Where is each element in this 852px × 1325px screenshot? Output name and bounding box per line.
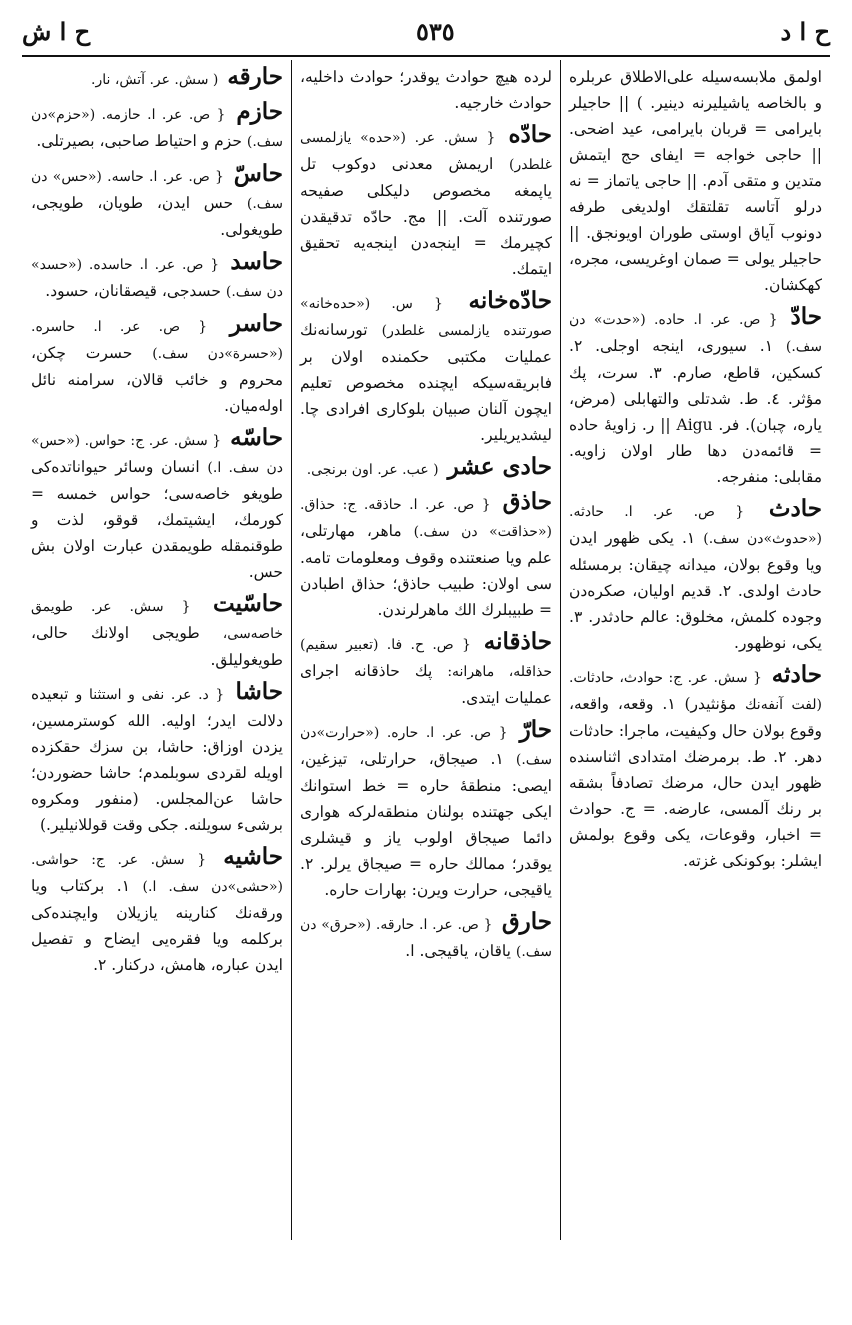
definition: ماهر، مهارتلی، علم ویا صنعتنده وقوف ومعلومات تامه. سی اولان: طبیب حاذق؛ حذاق اطبادن = طبیبلرك الك ماهرلرندن. <box>300 522 552 619</box>
headword: حاذقانه <box>483 628 552 655</box>
headword: حاسر <box>229 310 283 337</box>
headword: حادث <box>768 495 822 522</box>
dictionary-entry <box>31 99 283 155</box>
grammar-note: { ص. عر. ا. حاسره. («حسرة»دن سف.) <box>31 319 283 362</box>
grammar-note: { ص. عر. ا. حاذقه. ج: حذاق. («حذاقت» دن سف.) <box>300 497 552 540</box>
definition: تورسانه‌نك عملیات مکتبی حکمنده اولان بر فابریقه‌سیکه ایچنده مخصوص تعلیم ایچون آلنان صبیان بلوکاری افرادی چا. لیشدیریلیر. <box>300 321 552 444</box>
definition: حس ایدن، طویان، طویجی، طویغولی. <box>31 194 283 239</box>
dictionary-columns <box>22 60 830 1240</box>
grammar-note: { سش. عر. ج: حواس. («حس» دن سف. ا.) <box>31 433 283 476</box>
dictionary-entry <box>300 122 552 282</box>
definition: حزم و احتیاط صاحبی، بصیرتلی. <box>36 132 242 150</box>
dictionary-entry <box>31 161 283 243</box>
grammar-note: { سش. عر. («حده» یازلمسی غلطدر) <box>300 130 552 173</box>
grammar-note: { ص. عر. ا. حاسده. («حسد» دن سف.) <box>31 257 283 300</box>
grammar-note: { ص. عر. ا. حازمه. («حزم»دن سف.) <box>31 107 283 150</box>
definition: ١. صیجاق، حرارتلی، تیزغین، ایصی: منطقهٔ حاره = خط استوانك ایکی جهتنده بولنان منطقه‌لرکه هواری دائما صیجاق اولوب یاز و قیشلری یوقدر؛ ممالك حاره = صیجاق یرلر. ٢. یاقیجی، حرارت ویرن: بهارات حاره. <box>300 750 552 899</box>
dictionary-entry <box>300 454 552 483</box>
definition: لرده هیچ حوادث یوقدر؛ حوادث داخلیه، حوادث خارجیه. <box>300 68 552 112</box>
grammar-note: ( عب. عر. اون برنجی. <box>306 462 439 478</box>
dictionary-entry <box>569 496 822 656</box>
grammar-note: { ص. عر. ا. حاره. («حرارت»دن سف.) <box>300 725 552 768</box>
grammar-note: { ص. عر. ا. حارقه. («حرق» دن سف.) <box>300 917 552 960</box>
headword: حاذق <box>502 488 552 515</box>
page-number: ٥٣٥ <box>415 16 455 46</box>
dictionary-entry <box>300 489 552 623</box>
grammar-note: { سش. عر. ج: حوادث، حادثات. (لفت آنفه‌نك <box>569 670 822 713</box>
headword: حادّ <box>790 303 822 330</box>
dictionary-entry <box>300 629 552 711</box>
headword: حارّ <box>519 716 552 743</box>
dictionary-entry <box>569 304 822 490</box>
grammar-note: { ص. ح. فا. (تعبیر سقیم) حذاقله، ماهرانه: <box>300 637 552 680</box>
column-2 <box>292 60 561 1240</box>
grammar-note: { د. عر. نفی و استثنا و <box>75 687 225 703</box>
headword: حادی عشر <box>447 453 552 480</box>
definition: مؤنثیدر) ١. وقعه، واقعه، وقوع بولان حال وکیفیت، ماجرا: حادثات دهر. ٢. ط. برمرضك امتدادی اثناسنده ظهور ایدن حال، مرضك تصادفاً بشقه بر رنك آلمسی، عارضه. = ج. حوادث = اخبار، وقوعات، یکی وقوع بولمش ایشلر: بوکونکی غزته. <box>569 695 823 870</box>
header-rule <box>22 55 830 57</box>
dictionary-entry <box>300 288 552 448</box>
definition: پك حاذقانه اجرای عملیات ایتدی. <box>300 662 552 707</box>
definition: ١. برکتاب ویا ورقه‌نك کنارینه یازیلان وایچنده‌کی برکلمه ویا فقره‌یی ایضاح و تفصیل ایدن عباره، هامش، درکنار. ٢. <box>31 877 283 974</box>
headword: حاشا <box>235 678 283 705</box>
header-left-letters: ح ا ش <box>22 16 91 46</box>
headword: حاشیه <box>223 843 283 870</box>
grammar-note: { س. («حده‌خانه» صورتنده یازلمسی غلطدر) <box>300 296 552 339</box>
definition: ١. سیوری، اینجه اوجلی. ٢. کسکین، قاطع، صارم. ٣. سرت، پك مؤثر. ٤. ط. شدتلی والتهابلی (مرض، یاره، چبان). فر. Aigu || ر. زاویهٔ حاده = قائمه‌دن دها طار اولان زاویه. مقابلی: منفرجه. <box>569 337 823 486</box>
definition: تبعیده دلالت ایدر؛ اولیه. الله کوسترمسین، یزدن اوزاق: حاشا، بن سزك حقکزده اویله لقردی سوبلمدم؛ حاشا حضوردن؛ حاشا عن‌المجلس. (منفور ومکروه برشیء سویلنه. جکی وقت قوللانیلیر.) <box>31 685 283 834</box>
dictionary-entry <box>31 591 283 673</box>
page-header <box>22 8 830 54</box>
headword: حاسد <box>230 248 283 275</box>
dictionary-entry <box>569 662 822 874</box>
grammar-note: { سش. عر. ج: حواشی. («حشی»دن سف. ا.) <box>31 852 283 895</box>
definition: انسان وسائر حیواناتده‌کی طویغو خاصه‌سی؛ حواس خمسه = کورمك، ایشیتمك، قوقو، لذت و طوقنمقله طویمقدن عبارت اولان بش حس. <box>31 458 283 581</box>
dictionary-entry <box>300 909 552 965</box>
definition: اریمش معدنی دوکوب تل یاپمغه مخصوص دلیکلی صفیحه صورتنده آلت. || مج. حادّه تدقیقدن کچیرمك = اینجه‌دن اینجه‌یه تحقیق ایتمك. <box>300 155 552 278</box>
headword: حارقه <box>227 63 283 90</box>
grammar-note: { سش. عر. طویمق خاصه‌سی، <box>31 599 283 642</box>
dictionary-entry <box>300 64 552 116</box>
definition: اولمق ملابسه‌سیله علی‌الاطلاق عربلره و بالخاصه یاشیلیرنه دینیر. ) || حاجیلر بایرامی = قربان بایرامی، عید اضحی. || حاجی خواجه = ایفای حج ایتمش متدین و متقی آدم. || حاجی یاتماز = نه درلو آتاسه تقلتقك اولدیغی طرفه دونوب آیاق اوستی طوران اویونجق. || حاجیلر یولی = صمان اوغریسی، مجره، کهکشان. <box>569 68 822 294</box>
grammar-note: ( سش. عر. آتش، نار. <box>91 72 219 88</box>
headword: حازم <box>236 98 283 125</box>
headword: حادّه‌خانه <box>468 287 552 314</box>
dictionary-entry <box>31 249 283 305</box>
definition: حسدجی، قیصقانان، حسود. <box>45 282 221 300</box>
definition: طویجی اولانك حالی، طویغولیلق. <box>31 624 283 669</box>
headword: حادثه <box>771 661 822 688</box>
grammar-note: { ص. عر. ا. حاسه. («حس» دن سف.) <box>31 169 283 212</box>
definition: ١. یکی ظهور ایدن ویا وقوع بولان، میدانه چیقان: برمسئله حادث اولدی. ٢. قدیم اولیان، صکره‌دن وجوده کلمش، مخلوق: عالم حادثدر. ٣. یکی، نوظهور. <box>569 529 822 652</box>
header-right-letters: ح ا د <box>780 16 830 46</box>
headword: حاسّ <box>233 160 283 187</box>
headword: حارق <box>501 908 552 935</box>
dictionary-entry <box>569 64 822 298</box>
dictionary-entry <box>31 679 283 838</box>
definition: حسرت چکن، محروم و خائب قالان، سرامنه نائل اوله‌میان. <box>31 344 283 415</box>
headword: حادّه <box>508 121 552 148</box>
column-1 <box>561 60 830 1240</box>
column-3 <box>23 60 292 1240</box>
dictionary-entry <box>31 64 283 93</box>
dictionary-entry <box>300 717 552 903</box>
dictionary-entry <box>31 844 283 978</box>
dictionary-entry <box>31 425 283 585</box>
headword: حاسّه <box>230 424 283 451</box>
grammar-note: { ص. عر. ا. حاده. («حدت» دن سف.) <box>569 312 823 355</box>
headword: حاسّیت <box>212 590 284 617</box>
grammar-note: { ص. عر. ا. حادثه. («حدوث»دن سف.) <box>569 504 822 547</box>
dictionary-entry <box>31 311 283 419</box>
definition: یاقان، یاقیجی. ا. <box>405 942 511 960</box>
